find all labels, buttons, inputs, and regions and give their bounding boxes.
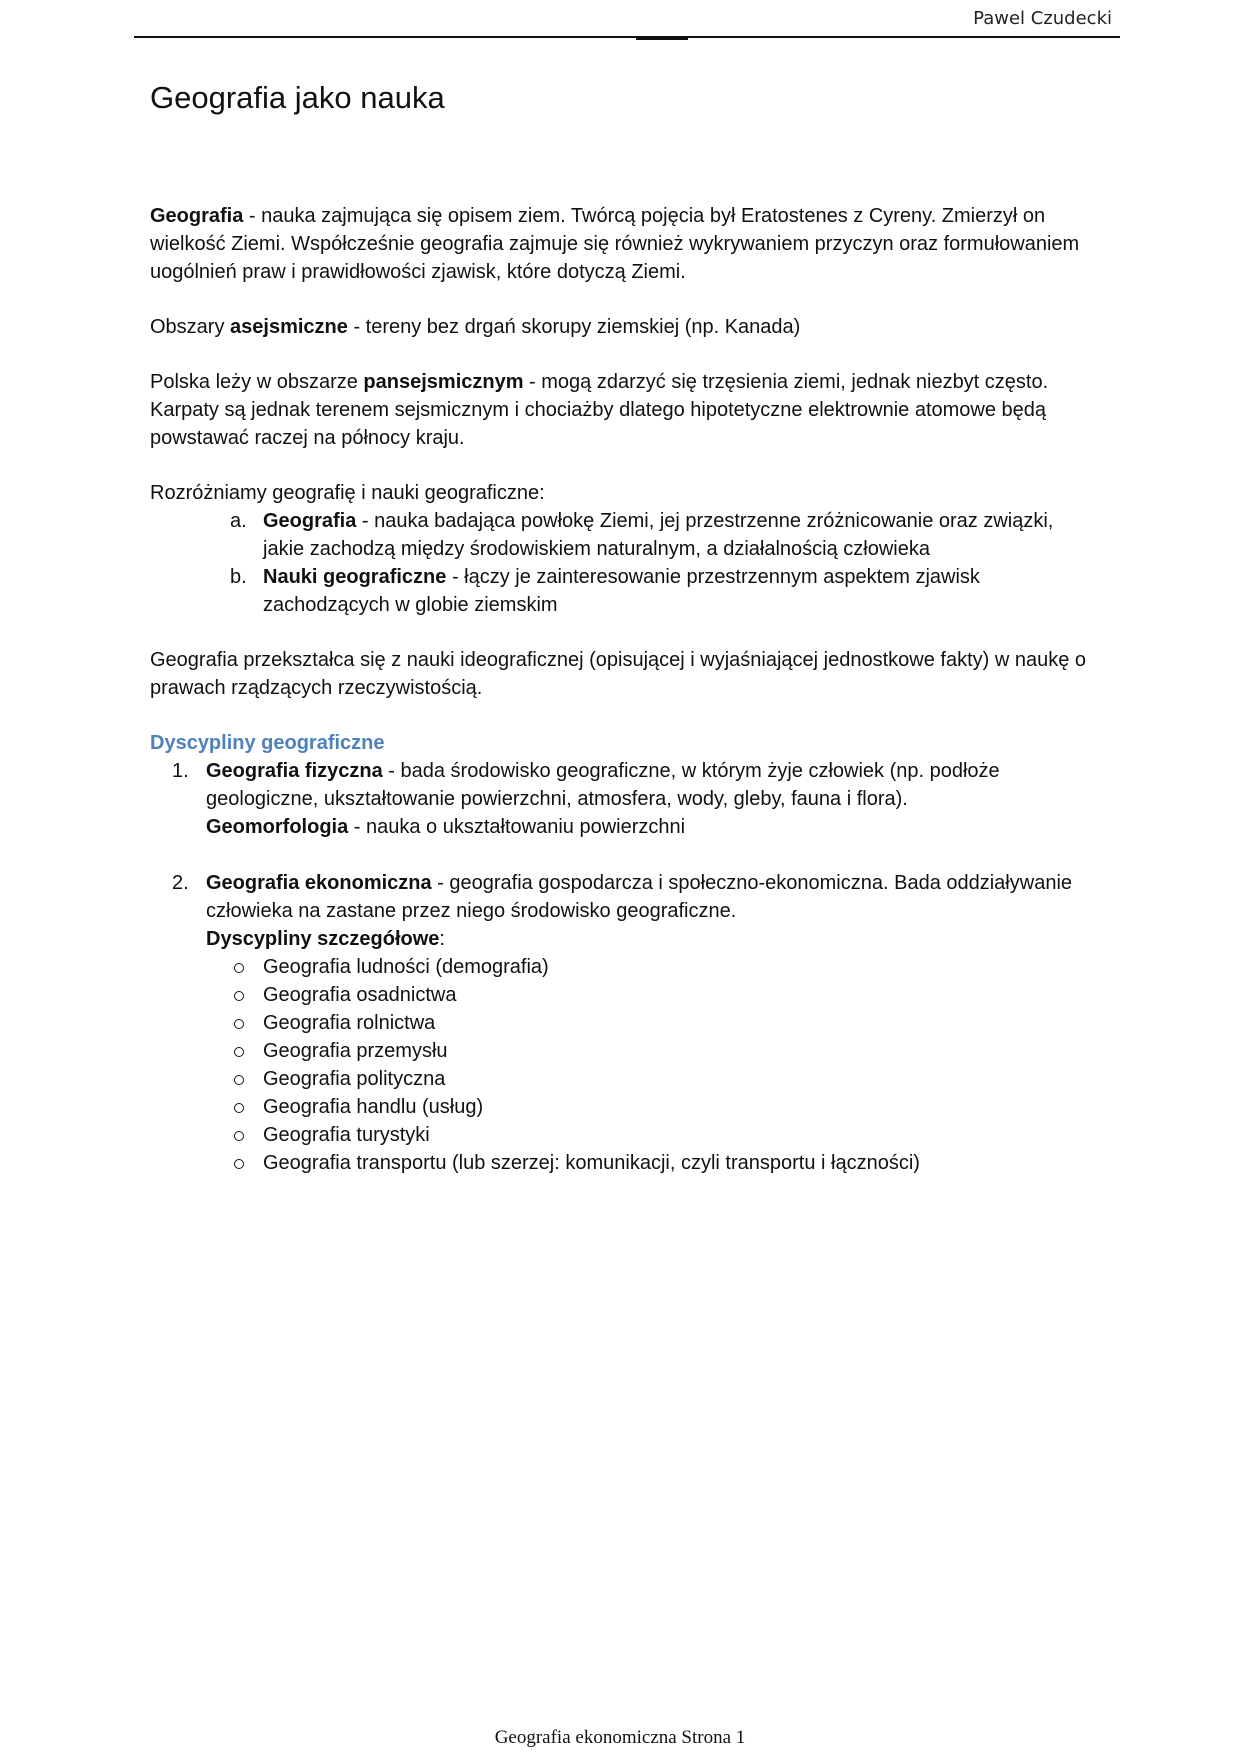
bullet-text: Geografia rolnictwa	[263, 1012, 436, 1034]
list-item-term: Geografia fizyczna	[206, 760, 383, 782]
list-item-term: Geografia ekonomiczna	[206, 872, 432, 894]
list-item	[150, 563, 1090, 619]
bullet-item	[206, 953, 1090, 981]
paragraph-text: - mogą zdarzyć się trzęsienia ziemi, jednak niezbyt często. Karpaty są jednak terenem sejsmicznym i chociażby dlatego hipotetyczne elektrownie atomowe będą powstawać raczej na północy kraju.	[150, 371, 1049, 449]
page-title: Geografia jako nauka	[150, 80, 445, 115]
paragraph-text: Polska leży w obszarze	[150, 371, 364, 393]
bullet-text: Geografia polityczna	[263, 1068, 446, 1090]
numbered-list	[150, 757, 1090, 1177]
bullet-item	[206, 1065, 1090, 1093]
list-item-subtext: - nauka o ukształtowaniu powierzchni	[348, 816, 686, 838]
list-item-text: - geografia gospodarcza i społeczno-ekonomiczna. Bada oddziaływanie człowieka na zastane przez niego środowisko geograficzne.	[206, 872, 1073, 922]
term-pansejsmiczne: pansejsmicznym	[363, 371, 524, 393]
circle-bullet-icon	[234, 1131, 244, 1141]
paragraph-asejsmiczne	[150, 313, 1090, 341]
list-item-text: - nauka badająca powłokę Ziemi, jej przestrzenne zróżnicowanie oraz związki, jakie zachodzą między środowiskiem naturalnym, a działalnością człowieka	[263, 510, 1054, 560]
list-item	[150, 869, 1090, 1177]
bullet-text: Geografia handlu (usług)	[263, 1096, 484, 1118]
header-author: Pawel Czudecki	[973, 8, 1112, 29]
list-marker: 2.	[172, 872, 189, 894]
circle-bullet-icon	[234, 1103, 244, 1113]
list-marker: a.	[230, 510, 247, 532]
paragraph-text: - nauka zajmująca się opisem ziem. Twórcą pojęcia był Eratostenes z Cyreny. Zmierzył on wielkość Ziemi. Współcześnie geografia zajmuje się również wykrywaniem przyczyn oraz formułowaniem uogólnień praw i prawidłowości zjawisk, które dotyczą Ziemi.	[150, 205, 1080, 283]
bullet-text: Geografia osadnictwa	[263, 984, 457, 1006]
list-marker: 1.	[172, 760, 189, 782]
bullet-item	[206, 981, 1090, 1009]
term-geografia: Geografia	[150, 205, 244, 227]
circle-bullet-icon	[234, 1019, 244, 1029]
paragraph-text: - tereny bez drgań skorupy ziemskiej (np. Kanada)	[347, 316, 801, 338]
term-asejsmiczne: asejsmiczne	[230, 316, 348, 338]
paragraph-text: Obszary	[150, 316, 231, 338]
bullet-item	[206, 1121, 1090, 1149]
list-item-subterm: Dyscypliny szczegółowe	[206, 928, 440, 950]
list-item-text: - bada środowisko geograficzne, w którym żyje człowiek (np. podłoże geologiczne, ukształtowanie powierzchni, atmosfera, wody, gleby, fauna i flora).	[206, 760, 1000, 810]
circle-bullet-icon	[234, 1047, 244, 1057]
bullet-item	[206, 1037, 1090, 1065]
list-item-subtext: :	[439, 928, 445, 950]
list-item-text: - łączy je zainteresowanie przestrzennym aspektem zjawisk zachodzących w globie ziemskim	[263, 566, 980, 616]
bullet-list	[206, 953, 1090, 1177]
bullet-item	[206, 1149, 1090, 1177]
bullet-item	[206, 1093, 1090, 1121]
document-body	[150, 78, 1090, 1205]
list-item-subterm: Geomorfologia	[206, 816, 349, 838]
alpha-list	[150, 507, 1090, 619]
circle-bullet-icon	[234, 991, 244, 1001]
bullet-text: Geografia ludności (demografia)	[263, 956, 549, 978]
paragraph-rozrozniamy: Rozróżniamy geografię i nauki geograficzne:	[150, 482, 545, 504]
paragraph-definition	[150, 202, 1090, 286]
section-heading: Dyscypliny geograficzne	[150, 732, 385, 754]
circle-bullet-icon	[234, 1159, 244, 1169]
bullet-item	[206, 1009, 1090, 1037]
bullet-text: Geografia transportu (lub szerzej: komunikacji, czyli transportu i łączności)	[263, 1152, 920, 1174]
circle-bullet-icon	[234, 963, 244, 973]
list-item	[150, 507, 1090, 563]
page-footer: Geografia ekonomiczna Strona 1	[494, 1727, 746, 1748]
bullet-text: Geografia przemysłu	[263, 1040, 448, 1062]
list-marker: b.	[230, 566, 247, 588]
list-item-term: Nauki geograficzne	[263, 566, 447, 588]
paragraph-pansejsmiczne	[150, 368, 1090, 452]
paragraph-ideograficzna: Geografia przekształca się z nauki ideograficznej (opisującej i wyjaśniającej jednostkowe fakty) w naukę o prawach rządzących rzeczywistością.	[150, 649, 1087, 699]
circle-bullet-icon	[234, 1075, 244, 1085]
list-item-term: Geografia	[263, 510, 357, 532]
header-rule-mark	[636, 38, 688, 40]
bullet-text: Geografia turystyki	[263, 1124, 430, 1146]
list-item	[150, 757, 1090, 841]
header-rule	[134, 36, 1120, 38]
